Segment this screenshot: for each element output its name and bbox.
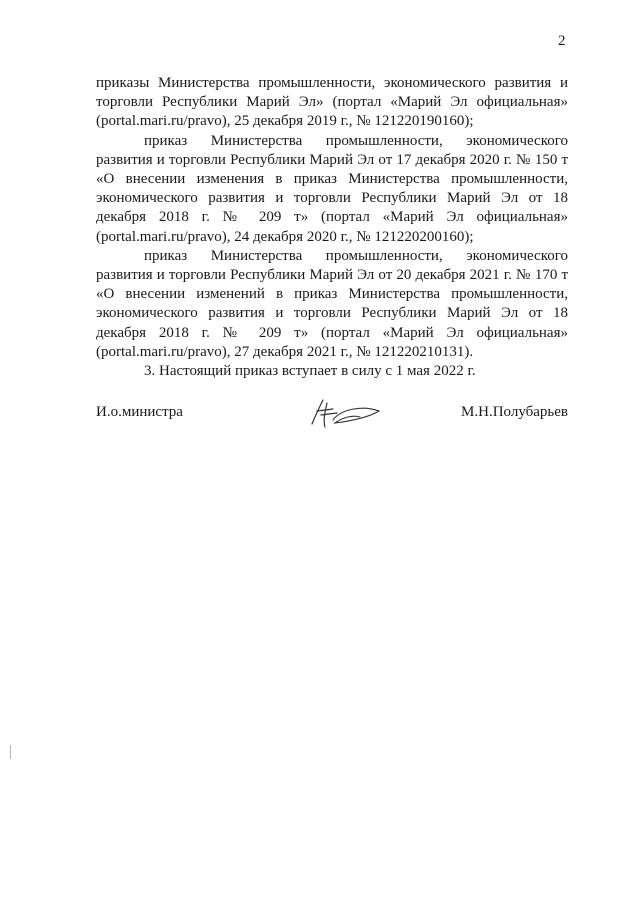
paragraph-prior-orders: приказы Министерства промышленности, экономического развития и торговли Республики Марий Эл» (портал «Марий Эл официальная» (portal.mari.ru/pravo), 25 декабря 2019 г., № 121220190160); (96, 75, 568, 130)
page-number: 2 (558, 33, 566, 49)
paragraph-order-170t: приказ Министерства промышленности, экономического развития и торговли Республики Марий Эл от 20 декабря 2021 г. № 170 т «О внесении изменений в приказ Министерства промышленности, экономического развития и торговли Республики Марий Эл от 18 декабря 2018 г. № 209 т» (портал «Марий Эл официальная» (portal.mari.ru/pravo), 27 декабря 2021 г., № 121220210131). (96, 247, 568, 360)
signature-block (96, 400, 568, 436)
scan-artifact (10, 745, 11, 759)
paragraph-order-150t: приказ Министерства промышленности, экономического развития и торговли Республики Марий Эл от 17 декабря 2020 г. № 150 т «О внесении изменения в приказ Министерства промышленности, экономического развития и торговли Республики Марий Эл от 18 декабря 2018 г. № 209 т» (портал «Марий Эл официальная» (portal.mari.ru/pravo), 24 декабря 2020 г., № 121220200160); (96, 132, 568, 245)
signatory-name: М.Н.Полубарьев (461, 404, 568, 420)
document-body (96, 74, 568, 381)
paragraph-effective-date: 3. Настоящий приказ вступает в силу с 1 мая 2022 г. (144, 363, 476, 380)
signatory-title: И.о.министра (96, 404, 183, 420)
handwritten-signature-icon (306, 394, 386, 434)
